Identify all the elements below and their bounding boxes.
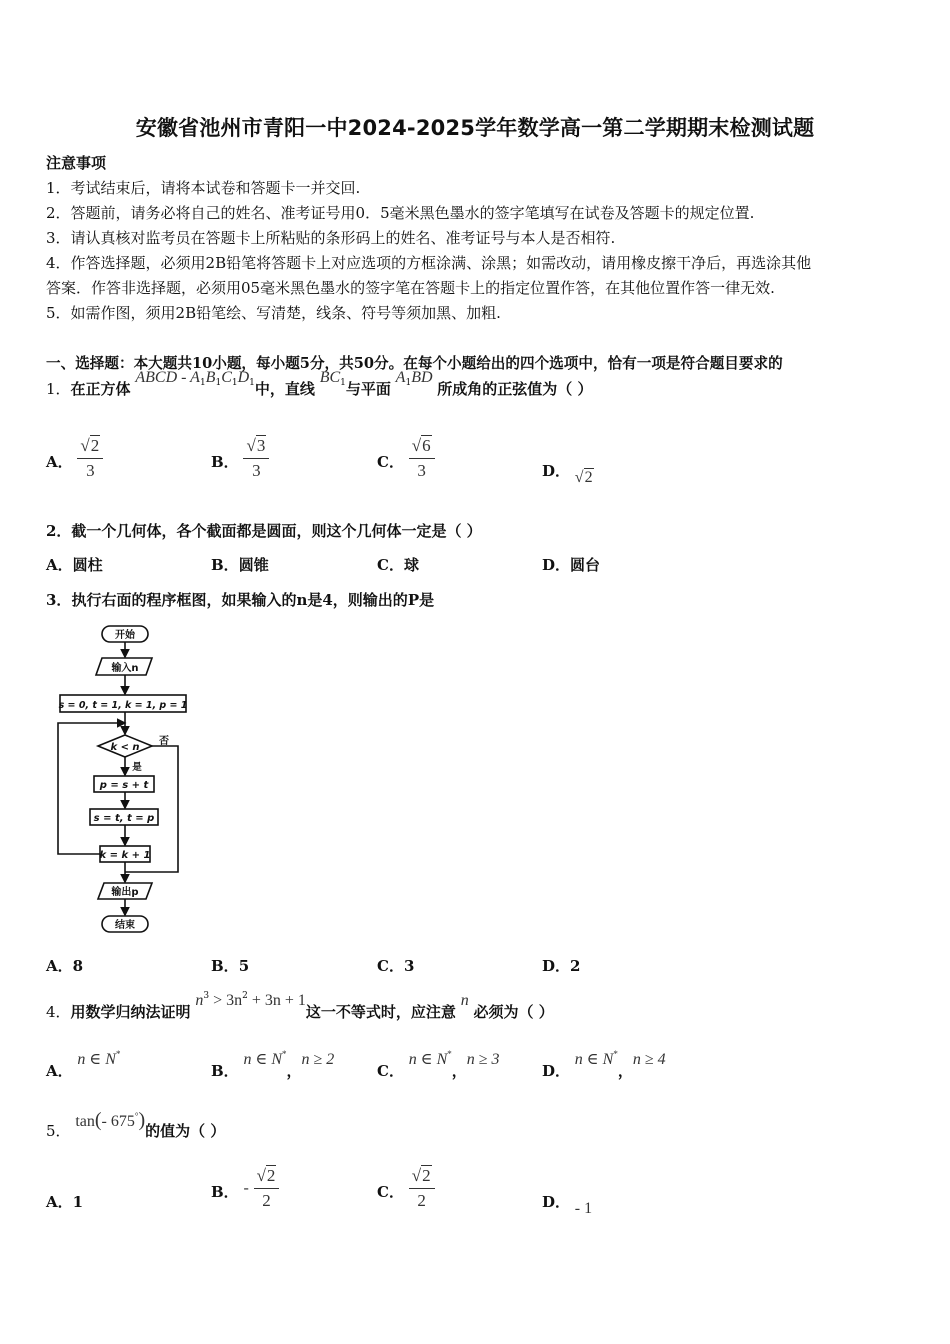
- option-d[interactable]: D． n ∈ N*，n ≥ 4: [542, 1049, 666, 1080]
- flow-init-label: s = 0, t = 1, k = 1, p = 1: [58, 700, 188, 711]
- option-b[interactable]: B．圆锥: [211, 556, 269, 574]
- flow-step2-label: s = t, t = p: [93, 813, 155, 824]
- math-line: $BC_1$: [319, 369, 346, 388]
- option-c[interactable]: C． $\frac{√2}{2}$: [377, 1166, 435, 1211]
- notice-item: 3．请认真核对监考员在答题卡上所粘贴的条形码上的姓名、准考证号与本人是否相符.: [46, 229, 616, 247]
- math-tan: tan(- 675°): [75, 1109, 146, 1131]
- option-b[interactable]: B． - $\frac{√2}{2}$: [211, 1166, 279, 1211]
- question-text: 在正方体: [70, 380, 131, 398]
- notice-item: 1．考试结束后，请将本试卷和答题卡一并交回.: [46, 179, 361, 197]
- math-cube: ABCD - $A_1B_1C_1D_1$: [135, 369, 255, 388]
- option-b[interactable]: B． n ∈ N*，n ≥ 2: [211, 1049, 335, 1080]
- option-d[interactable]: D． - 1: [542, 1193, 593, 1217]
- option-c[interactable]: C．球: [377, 556, 419, 574]
- flow-start-label: 开始: [115, 630, 135, 641]
- option-a[interactable]: A．1: [46, 1193, 84, 1211]
- option-d[interactable]: D． √2: [542, 462, 593, 486]
- flow-step3-label: k = k + 1: [99, 850, 151, 861]
- notice-item: 4．作答选择题，必须用2B铅笔将答题卡上对应选项的方框涂满、涂黑；如需改动，请用橡皮擦干净后，再选涂其他: [46, 254, 812, 272]
- option-c[interactable]: C． n ∈ N*，n ≥ 3: [377, 1049, 500, 1080]
- option-a[interactable]: A． n ∈ N*: [46, 1049, 121, 1080]
- flow-cond-label: k < n: [110, 742, 140, 753]
- flow-output-label: 输出p: [111, 887, 139, 898]
- question-4: 4．用数学归纳法证明 $n^3 > 3n^2 + 3n + 1$这一不等式时，应注意 n 必须为（ ）: [46, 991, 554, 1021]
- notice-item: 答案．作答非选择题，必须用05毫米黑色墨水的签字笔在答题卡上的指定位置作答，在其他位置作答一律无效.: [46, 279, 775, 297]
- math-inequality: $n^3 > 3n^2 + 3n + 1$: [195, 991, 306, 1009]
- notice-item: 5．如需作图，须用2B铅笔绘、写清楚，线条、符号等须加黑、加粗.: [46, 304, 501, 322]
- flow-yes-label: 是: [132, 762, 142, 773]
- flow-no-label: 否: [159, 736, 169, 747]
- flow-input-label: 输入n: [111, 663, 139, 674]
- option-a[interactable]: A． $\frac{√2}{3}$: [46, 436, 103, 481]
- question-1: 1．在正方体 ABCD - $A_1B_1C_1D_1$中，直线 $BC_1$与平面 $A_1BD$ 所成角的正弦值为（ ）: [46, 369, 593, 398]
- question-3: 3．执行右面的程序框图，如果输入的n是4，则输出的P是: [46, 591, 435, 609]
- math-plane: $A_1BD$: [395, 369, 433, 388]
- flow-step1-label: p = s + t: [99, 780, 149, 791]
- option-b[interactable]: B．5: [211, 957, 250, 975]
- page-title: 安徽省池州市青阳一中2024-2025学年数学高一第二学期期末检测试题: [135, 116, 815, 140]
- notice-item: 2．答题前，请务必将自己的姓名、准考证号用0．5毫米黑色墨水的签字笔填写在试卷及答题卡的规定位置.: [46, 204, 755, 222]
- program-flowchart: [52, 622, 192, 937]
- section-heading: 一、选择题：本大题共10小题，每小题5分，共50分。在每个小题给出的四个选项中，恰有一项是符合题目要求的: [46, 355, 783, 372]
- option-c[interactable]: C．3: [377, 957, 415, 975]
- question-number: 1．: [46, 380, 71, 398]
- option-b[interactable]: B． $\frac{√3}{3}$: [211, 436, 269, 481]
- option-d[interactable]: D．圆台: [542, 556, 601, 574]
- option-a[interactable]: A．圆柱: [46, 556, 103, 574]
- option-a[interactable]: A．8: [46, 957, 84, 975]
- option-c[interactable]: C． $\frac{√6}{3}$: [377, 436, 435, 481]
- option-d[interactable]: D．2: [542, 957, 581, 975]
- question-2: 2．截一个几何体，各个截面都是圆面，则这个几何体一定是（ ）: [46, 522, 482, 540]
- notice-heading: 注意事项: [46, 154, 107, 172]
- flow-end-label: 结束: [115, 920, 135, 931]
- question-5: 5． tan(- 675°)的值为（ ）: [46, 1109, 226, 1140]
